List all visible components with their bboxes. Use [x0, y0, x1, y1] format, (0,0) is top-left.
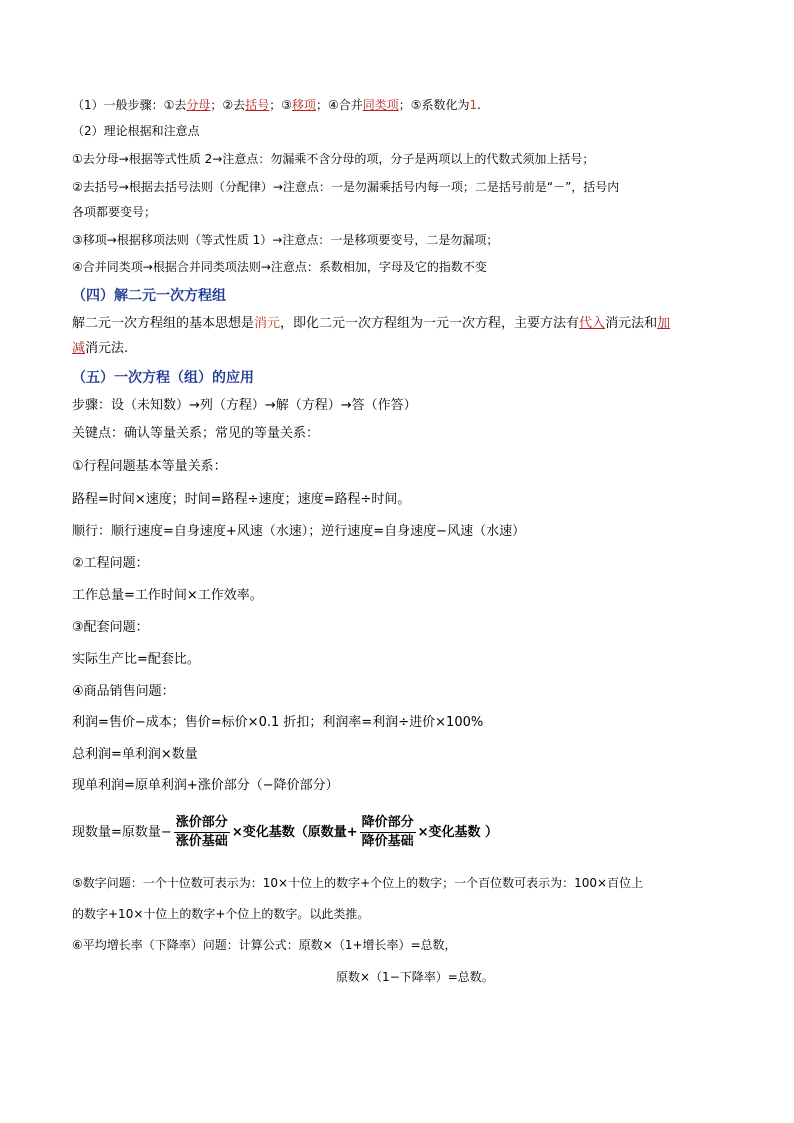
- note-transpose: ③移项→根据移项法则（等式性质 1）→注意点：一是移项要变号，二是勿漏项；: [72, 233, 499, 247]
- match-title: ③配套问题：: [72, 620, 149, 635]
- work-title: ②工程问题：: [72, 556, 149, 571]
- travel-formula-1: 路程=时间×速度；时间=路程÷速度；速度=路程÷时间。: [72, 492, 411, 507]
- digit-problem-cont: 的数字+10×十位上的数字+个位上的数字。以此类推。: [72, 907, 370, 921]
- sales-formula-3: 现单利润=原单利润+涨价部分（−降价部分）: [72, 778, 339, 793]
- step-text: .: [477, 98, 481, 112]
- step-text: （1）一般步骤：①去: [72, 98, 187, 112]
- keyword-denominator: 分母: [186, 98, 211, 112]
- keyword-one: 1: [469, 98, 478, 112]
- step-text: ；⑤系数化为: [398, 98, 470, 112]
- para-text: 消元法.: [85, 341, 129, 356]
- theory-heading: （2）理论根据和注意点: [72, 124, 200, 138]
- fraction-numerator: 涨价部分: [174, 814, 230, 833]
- formula-end: ×变化基数 ）: [417, 824, 499, 840]
- sales-formula-2: 总利润=单利润×数量: [72, 747, 198, 762]
- quantity-formula: [72, 814, 498, 851]
- work-formula: 工作总量=工作时间×工作效率。: [72, 588, 263, 603]
- travel-formula-2: 顺行：顺行速度=自身速度+风速（水速）；逆行速度=自身速度−风速（水速）: [72, 524, 526, 539]
- keyword-elimination: 消元: [254, 316, 281, 331]
- growth-problem-cont: 原数×（1−下降率）=总数。: [336, 970, 494, 984]
- keyword-addition: 加: [657, 316, 671, 331]
- note-brackets: ②去括号→根据去括号法则（分配律）→注意点：一是勿漏乘括号内每一项；二是括号前是“－”，括号内: [72, 180, 620, 194]
- key-points: 关键点：确认等量关系；常见的等量关系：: [72, 426, 320, 441]
- keyword-substitution: 代入: [579, 316, 606, 331]
- fraction-increase: [174, 814, 230, 851]
- formula-middle: ×变化基数（原数量+: [231, 824, 358, 840]
- keyword-like-terms: 同类项: [362, 98, 399, 112]
- fraction-denominator: 涨价基础: [175, 834, 228, 849]
- match-formula: 实际生产比=配套比。: [72, 652, 200, 667]
- fraction-numerator: 降价部分: [360, 814, 416, 833]
- keyword-brackets: 括号: [245, 98, 270, 112]
- sales-formula-1: 利润=售价−成本；售价=标价×0.1 折扣；利润率=利润÷进价×100%: [72, 715, 484, 730]
- fraction-decrease: [360, 814, 416, 851]
- para-text: 解二元一次方程组的基本思想是: [72, 316, 255, 331]
- travel-title: ①行程问题基本等量关系：: [72, 459, 227, 474]
- note-brackets-cont: 各项都要变号；: [72, 205, 157, 219]
- note-denominator: ①去分母→根据等式性质 2→注意点：勿漏乘不含分母的项，分子是两项以上的代数式须加上括号；: [72, 152, 595, 166]
- sales-title: ④商品销售问题：: [72, 684, 175, 699]
- step-text: ；④合并: [315, 98, 363, 112]
- keyword-transpose: 移项: [291, 98, 316, 112]
- note-like-terms: ④合并同类项→根据合并同类项法则→注意点：系数相加，字母及它的指数不变: [72, 260, 487, 274]
- step-text: ；③: [269, 98, 292, 112]
- para-text: ，即化二元一次方程组为一元一次方程，主要方法有: [280, 316, 580, 331]
- fraction-denominator: 降价基础: [361, 834, 414, 849]
- digit-problem: ⑤数字问题：一个十位数可表示为：10×十位上的数字+个位上的数字；一个百位数可表示为：100×百位上: [72, 876, 644, 890]
- step-text: ；②去: [210, 98, 246, 112]
- formula-left: 现数量=原数量−: [72, 824, 172, 840]
- section-4-heading: （四）解二元一次方程组: [72, 288, 226, 304]
- section-4-paragraph-cont: [72, 339, 128, 359]
- para-text: 消元法和: [605, 316, 658, 331]
- keyword-subtraction: 减: [72, 341, 86, 356]
- growth-problem: ⑥平均增长率（下降率）问题：计算公式：原数×（1+增长率）=总数，: [72, 938, 457, 952]
- application-steps: 步骤：设（未知数）→列（方程）→解（方程）→答（作答）: [72, 398, 417, 413]
- section-4-paragraph: [72, 314, 670, 334]
- general-steps-line: [72, 95, 481, 115]
- section-5-heading: （五）一次方程（组）的应用: [72, 370, 254, 386]
